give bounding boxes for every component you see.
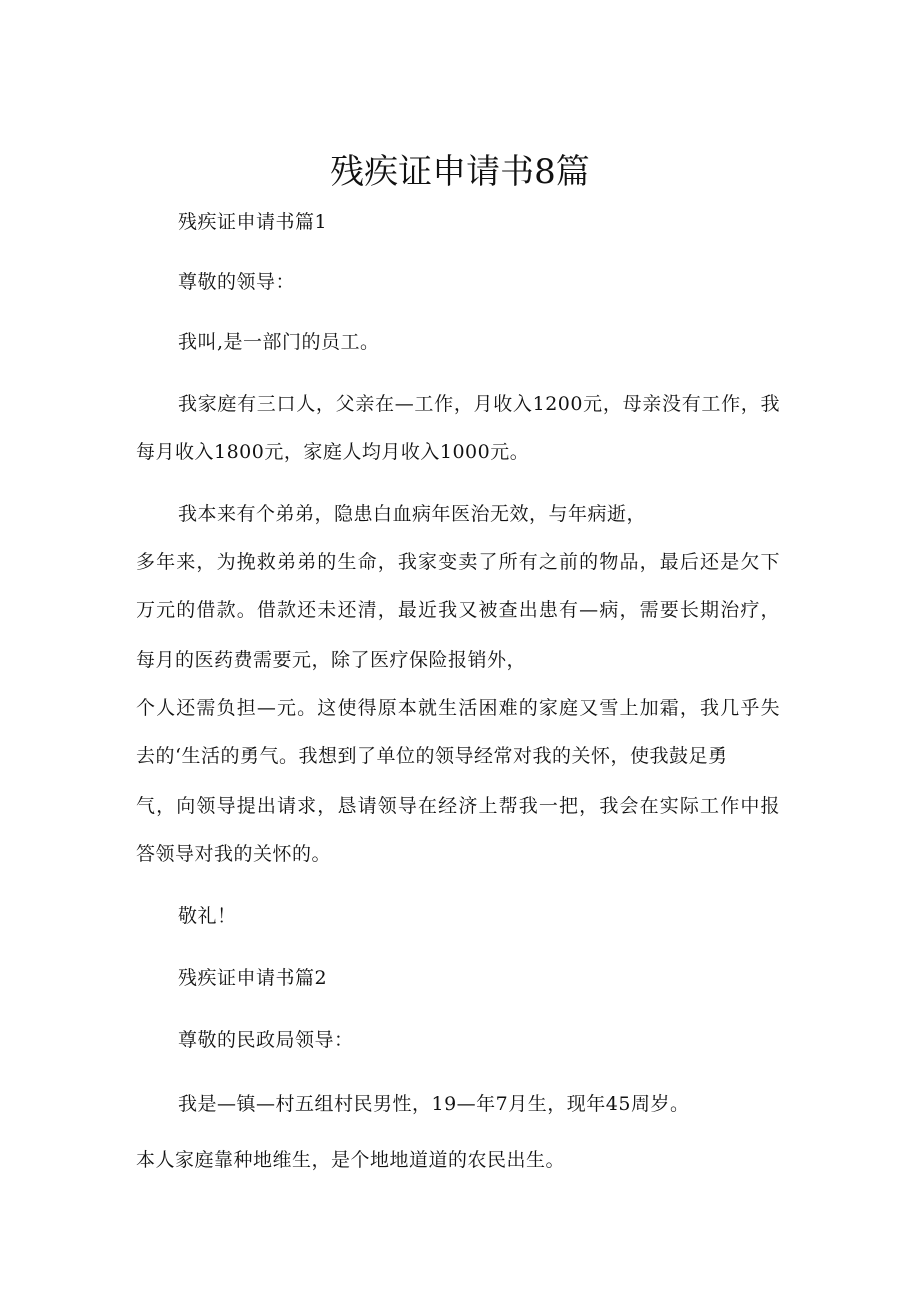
section-heading-1: 残疾证申请书篇1 <box>178 211 328 233</box>
paragraph-line: 答领导对我的关怀的。 <box>136 843 332 865</box>
paragraph-line: 本人家庭靠种地维生，是个地地道道的农民出生。 <box>136 1149 566 1171</box>
salutation-1: 尊敬的领导： <box>178 271 296 293</box>
paragraph-line: 多年来，为挽救弟弟的生命，我家变卖了所有之前的物品，最后还是欠下 <box>136 551 780 573</box>
closing-line: 敬礼！ <box>178 905 237 927</box>
paragraph-line: 万元的借款。借款还未还清，最近我又被查出患有—病，需要长期治疗， <box>136 599 780 621</box>
paragraph-line: 我叫,是一部门的员工。 <box>178 331 380 353</box>
paragraph-line: 我家庭有三口人，父亲在—工作，月收入1200元，母亲没有工作，我 <box>178 393 780 415</box>
paragraph-line: 每月的医药费需要元，除了医疗保险报销外， <box>136 649 527 671</box>
paragraph-line: 每月收入1800元，家庭人均月收入1000元。 <box>136 441 530 463</box>
paragraph-line: 气，向领导提出请求，恳请领导在经济上帮我一把，我会在实际工作中报 <box>136 795 780 817</box>
document-title: 残疾证申请书8篇 <box>330 152 590 192</box>
section-heading-2: 残疾证申请书篇2 <box>178 967 328 989</box>
paragraph-line: 我是—镇—村五组村民男性，19—年7月生，现年45周岁。 <box>178 1093 690 1115</box>
paragraph-line: 去的‘生活的勇气。我想到了单位的领导经常对我的关怀，使我鼓足勇 <box>136 745 728 767</box>
paragraph-line: 我本来有个弟弟，隐患白血病年医治无效，与年病逝， <box>178 503 647 525</box>
paragraph-line: 个人还需负担—元。这使得原本就生活困难的家庭又雪上加霜，我几乎失 <box>136 697 780 719</box>
salutation-2: 尊敬的民政局领导： <box>178 1029 354 1051</box>
